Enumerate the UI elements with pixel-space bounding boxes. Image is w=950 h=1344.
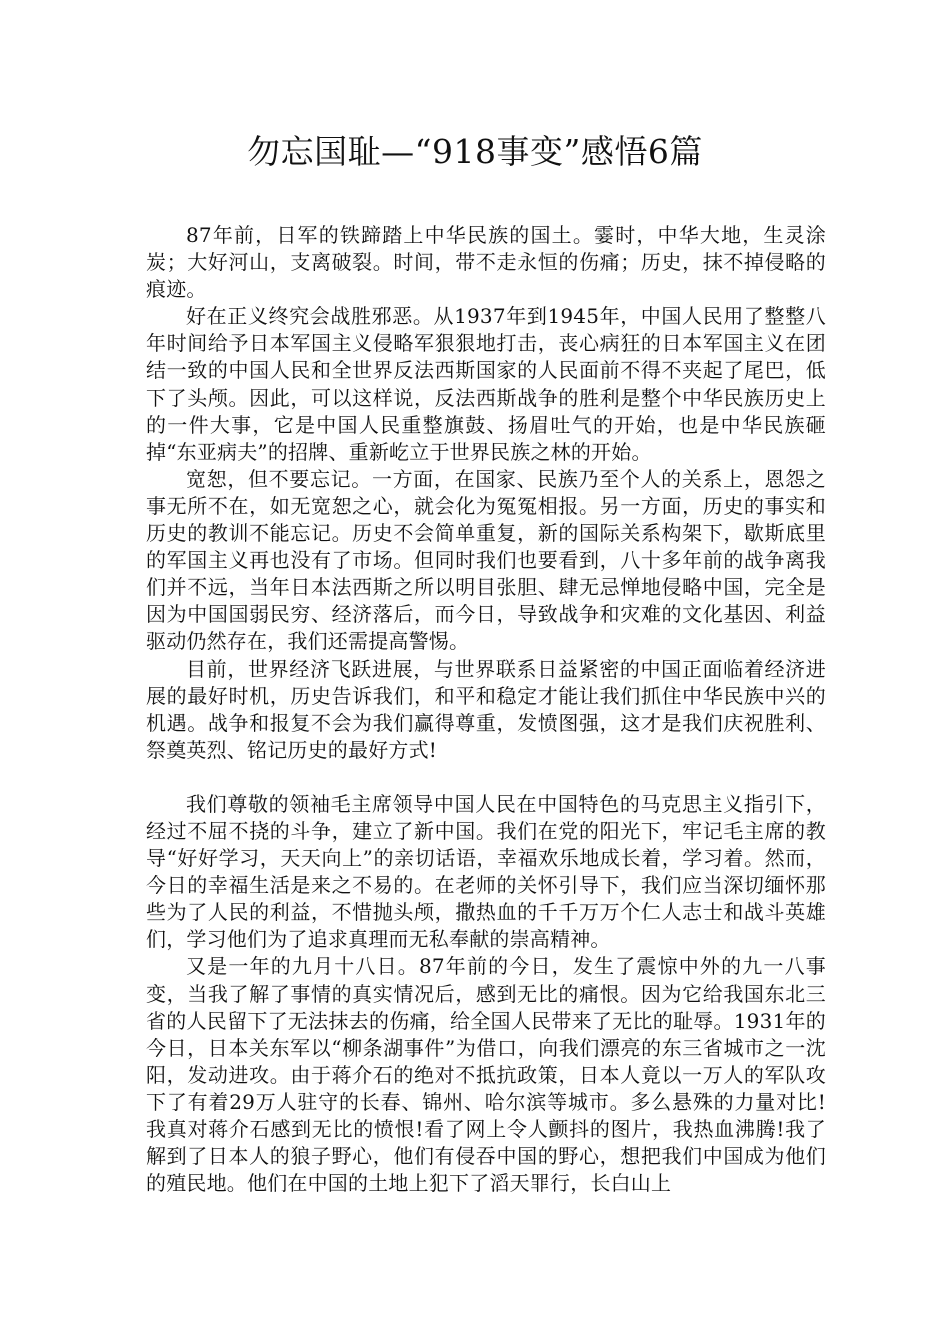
- paragraph: 目前，世界经济飞跃进展，与世界联系日益紧密的中国正面临着经济进展的最好时机，历史告诉我们，和平和稳定才能让我们抓住中华民族中兴的机遇。战争和报复不会为我们赢得尊重，发愤图强，这才是我们庆祝胜利、祭奠英烈、铭记历史的最好方式!: [146, 656, 826, 762]
- section-divider: [146, 764, 826, 791]
- section-2: [146, 791, 826, 1197]
- paragraph: 好在正义终究会战胜邪恶。从1937年到1945年，中国人民用了整整八年时间给予日本军国主义侵略军狠狠地打击，丧心病狂的日本军国主义在团结一致的中国人民和全世界反法西斯国家的人民面前不得不夹起了尾巴，低下了头颅。因此，可以这样说，反法西斯战争的胜利是整个中华民族历史上的一件大事，它是中国人民重整旗鼓、扬眉吐气的开始，也是中华民族砸掉“东亚病夫”的招牌、重新屹立于世界民族之林的开始。: [146, 304, 826, 464]
- paragraph: 又是一年的九月十八日。87年前的今日，发生了震惊中外的九一八事变，当我了解了事情的真实情况后，感到无比的痛恨。因为它给我国东北三省的人民留下了无法抹去的伤痛，给全国人民带来了无比的耻辱。1931年的今日，日本关东军以“柳条湖事件”为借口，向我们漂亮的东三省城市之一沈阳，发动进攻。由于蒋介石的绝对不抵抗政策，日本人竟以一万人的军队攻下了有着29万人驻守的长春、锦州、哈尔滨等城市。多么悬殊的力量对比!我真对蒋介石感到无比的愤恨!看了网上令人颤抖的图片，我热血沸腾!我了解到了日本人的狼子野心，他们有侵吞中国的野心，想把我们中国成为他们的殖民地。他们在中国的土地上犯下了滔天罪行，长白山上: [146, 954, 826, 1196]
- document-title: 勿忘国耻—“918事变”感悟6篇: [247, 132, 703, 171]
- paragraph: 87年前，日军的铁蹄踏上中华民族的国土。霎时，中华大地，生灵涂炭；大好河山，支离破裂。时间，带不走永恒的伤痛；历史，抹不掉侵略的痕迹。: [146, 223, 826, 302]
- document-body: [146, 222, 826, 1197]
- paragraph: 宽恕，但不要忘记。一方面，在国家、民族乃至个人的关系上，恩怨之事无所不在，如无宽恕之心，就会化为冤冤相报。另一方面，历史的事实和历史的教训不能忘记。历史不会简单重复，新的国际关系构架下，歇斯底里的军国主义再也没有了市场。但同时我们也要看到，八十多年前的战争离我们并不远，当年日本法西斯之所以明目张胆、肆无忌惮地侵略中国，完全是因为中国国弱民穷、经济落后，而今日，导致战争和灾难的文化基因、利益驱动仍然存在，我们还需提高警惕。: [146, 466, 826, 654]
- section-1: [146, 222, 826, 764]
- paragraph: 我们尊敬的领袖毛主席领导中国人民在中国特色的马克思主义指引下，经过不屈不挠的斗争，建立了新中国。我们在党的阳光下，牢记毛主席的教导“好好学习，天天向上”的亲切话语，幸福欢乐地成长着，学习着。然而，今日的幸福生活是来之不易的。在老师的关怀引导下，我们应当深切缅怀那些为了人民的利益，不惜抛头颅，撒热血的千千万万个仁人志士和战斗英雄们，学习他们为了追求真理而无私奉献的崇高精神。: [146, 791, 826, 952]
